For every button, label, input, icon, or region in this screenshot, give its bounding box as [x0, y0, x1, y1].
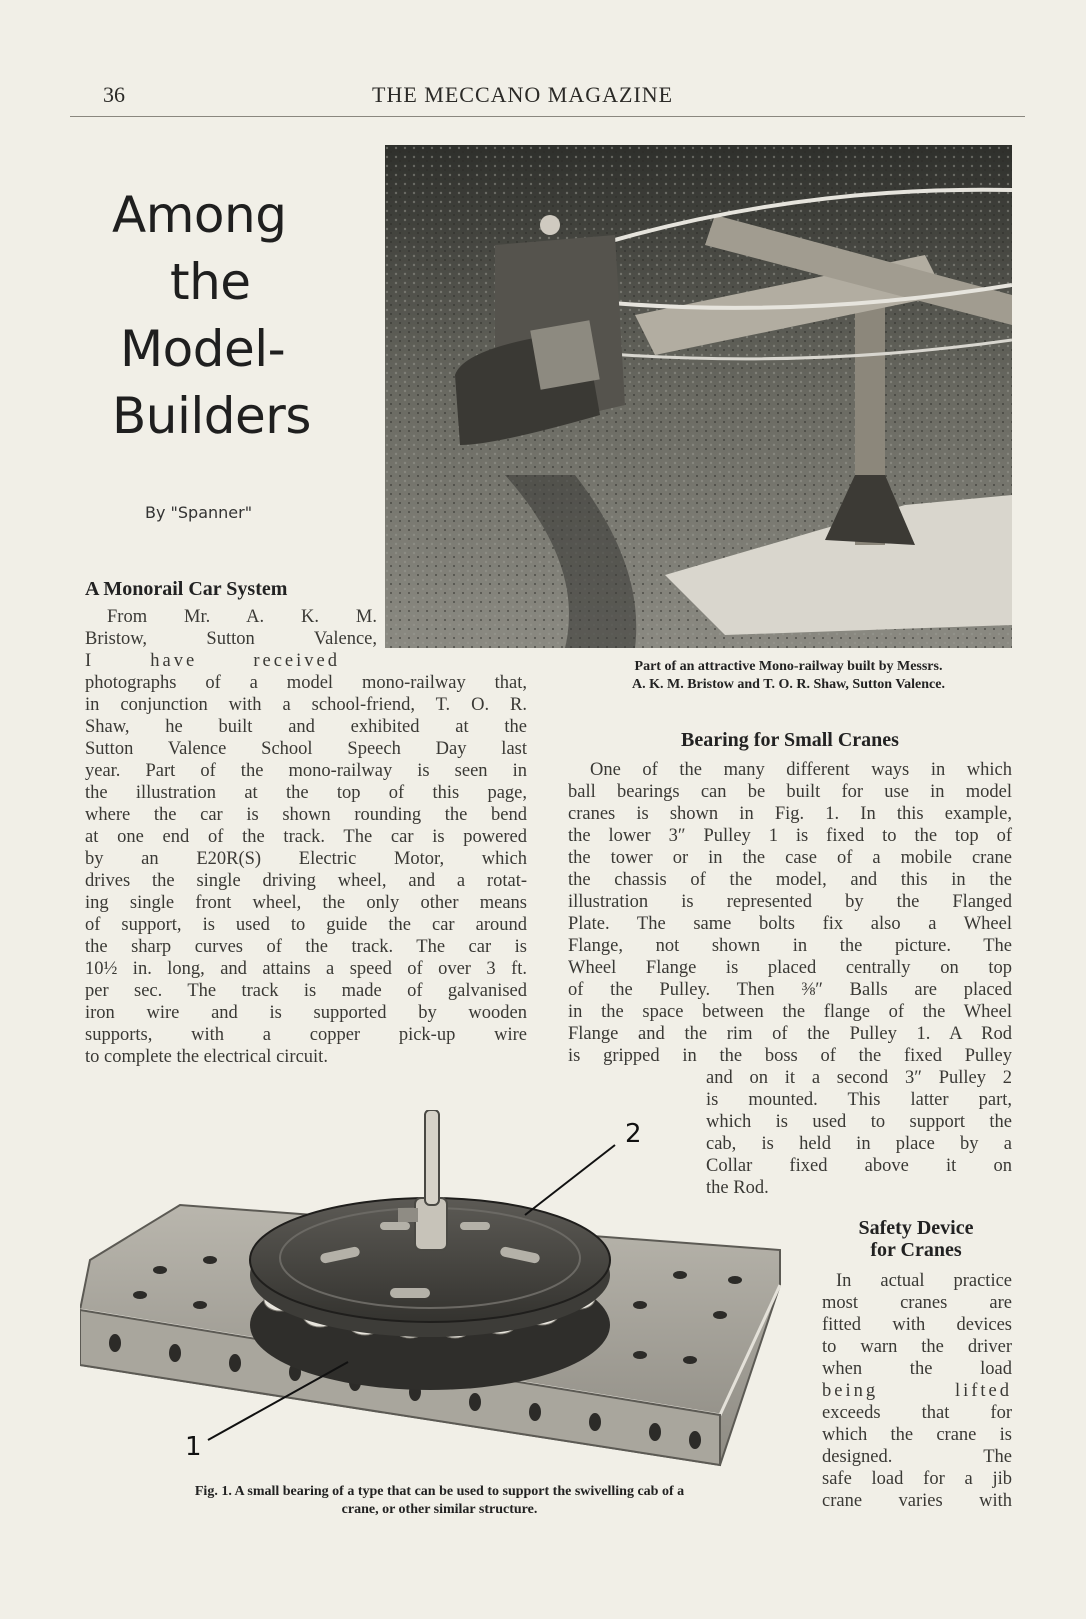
text-line: the Rod. [706, 1178, 769, 1198]
text-line: ball bearings can be built for use in model [568, 782, 1012, 802]
caption-line: crane, or other similar structure. [341, 1502, 538, 1517]
text-line: designed. The [822, 1447, 1012, 1467]
bearing-illustration [80, 1110, 800, 1475]
text-line: exceeds that for [822, 1403, 1012, 1423]
text-line: photographs of a model mono-railway that, [85, 673, 527, 693]
text-line: which the crane is [822, 1425, 1012, 1445]
heading-line: Safety Device [858, 1217, 974, 1239]
bearing-heading: Bearing for Small Cranes [681, 729, 899, 751]
text-line: supports, with a copper pick-up wire [85, 1025, 527, 1045]
title-line: the [170, 253, 251, 311]
text-line: and on it a second 3″ Pulley 2 [706, 1068, 1012, 1088]
figure-caption [82, 1483, 797, 1519]
text-line: per sec. The track is made of galvanised [85, 981, 527, 1001]
page-number: 36 [103, 82, 125, 107]
photo-caption [565, 658, 1012, 694]
text-line: which is used to support the [706, 1112, 1012, 1132]
text-line: crane varies with [822, 1491, 1012, 1511]
monorail-photo [385, 145, 1012, 648]
text-line: year. Part of the mono-railway is seen in [85, 761, 527, 781]
text-line: Shaw, he built and exhibited at the [85, 717, 527, 737]
monorail-text [85, 606, 527, 1068]
text-line: at one end of the track. The car is powered [85, 827, 527, 847]
text-line: is gripped in the boss of the fixed Pulley [568, 1046, 1012, 1066]
text-line: From Mr. A. K. M. [107, 607, 377, 627]
title-line: Model- [120, 320, 286, 378]
text-line: Sutton Valence School Speech Day last [85, 739, 527, 759]
text-line: 10½ in. long, and attains a speed of over 3 ft. [85, 959, 527, 979]
text-line: Bristow, Sutton Valence, [85, 629, 377, 649]
text-line: In actual practice [836, 1271, 1012, 1291]
header-rule [70, 116, 1025, 117]
text-line: illustration is represented by the Flanged [568, 892, 1012, 912]
text-line: ing single front wheel, the only other means [85, 893, 527, 913]
caption-line: Fig. 1. A small bearing of a type that can be used to support the swivelling cab of a [194, 1484, 685, 1499]
caption-line: A. K. M. Bristow and T. O. R. Shaw, Sutton Valence. [632, 677, 945, 692]
text-line: drives the single driving wheel, and a rotat- [85, 871, 527, 891]
figure-1 [80, 1110, 800, 1475]
text-line: the sharp curves of the track. The car is [85, 937, 527, 957]
text-line: most cranes are [822, 1293, 1012, 1313]
text-line: of the Pulley. Then ⅜″ Balls are placed [568, 980, 1012, 1000]
label-2: 2 [625, 1119, 642, 1149]
text-line: being lifted [822, 1381, 1012, 1401]
heading-line: for Cranes [870, 1239, 962, 1261]
text-line: is mounted. This latter part, [706, 1090, 1012, 1110]
bearing-text [568, 759, 1012, 1067]
article-title [112, 182, 372, 450]
text-line: I have received [85, 651, 340, 671]
text-line: when the load [822, 1359, 1012, 1379]
text-line: fitted with devices [822, 1315, 1012, 1335]
text-line: cab, is held in place by a [706, 1134, 1012, 1154]
text-line: to complete the electrical circuit. [85, 1047, 328, 1067]
safety-heading [820, 1217, 1012, 1261]
caption-line: Part of an attractive Mono-railway built by Messrs. [634, 659, 943, 674]
safety-text [822, 1270, 1012, 1512]
text-line: of support, is used to guide the car around [85, 915, 527, 935]
text-line: safe load for a jib [822, 1469, 1012, 1489]
text-line: the illustration at the top of this page, [85, 783, 527, 803]
monorail-heading: A Monorail Car System [85, 578, 288, 600]
title-line: Among [112, 186, 287, 244]
running-title: THE MECCANO MAGAZINE [372, 82, 674, 107]
text-line: in conjunction with a school-friend, T. O. R. [85, 695, 527, 715]
text-line: where the car is shown rounding the bend [85, 805, 527, 825]
byline: By "Spanner" [145, 503, 253, 522]
text-line: to warn the driver [822, 1337, 1012, 1357]
title-line: Builders [112, 387, 311, 445]
text-line: by an E20R(S) Electric Motor, which [85, 849, 527, 869]
text-line: the lower 3″ Pulley 1 is fixed to the top of [568, 826, 1012, 846]
text-line: in the space between the flange of the Wheel [568, 1002, 1012, 1022]
text-line: iron wire and is supported by wooden [85, 1003, 527, 1023]
text-line: Wheel Flange is placed centrally on top [568, 958, 1012, 978]
text-line: the chassis of the model, and this in the [568, 870, 1012, 890]
monorail-photo-drawing [385, 145, 1012, 648]
text-line: Flange, not shown in the picture. The [568, 936, 1012, 956]
text-line: the tower or in the case of a mobile crane [568, 848, 1012, 868]
label-1: 1 [185, 1432, 202, 1462]
text-line: Plate. The same bolts fix also a Wheel [568, 914, 1012, 934]
text-line: cranes is shown in Fig. 1. In this example, [568, 804, 1012, 824]
text-line: One of the many different ways in which [590, 760, 1012, 780]
text-line: Flange and the rim of the Pulley 1. A Rod [568, 1024, 1012, 1044]
text-line: Collar fixed above it on [706, 1156, 1012, 1176]
